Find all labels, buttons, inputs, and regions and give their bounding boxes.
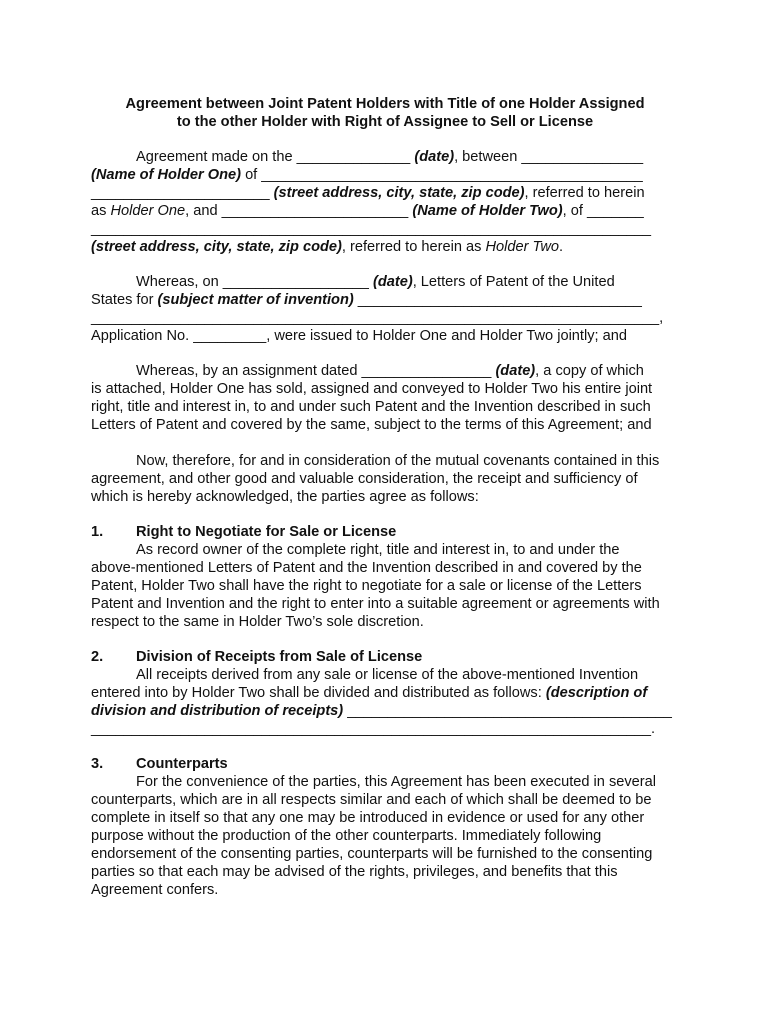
whereas-text: , a copy of which: [535, 363, 644, 379]
section-2-line-1: All receipts derived from any sale or license of the above-mentioned Invention: [136, 667, 639, 683]
intro-text: , between _______________: [454, 149, 644, 165]
whereas2-line-2: is attached, Holder One has sold, assigned and conveyed to Holder Two his entire joint: [91, 381, 653, 397]
intro-line-5: _____________________________________________________________________: [91, 221, 652, 237]
date-placeholder: (date): [495, 363, 536, 379]
section-2-line-4: _____________________________________________________________________.: [91, 721, 656, 737]
intro-line-2: [91, 166, 643, 184]
whereas2-line-3: right, title and interest in, to and under such Patent and the Invention described in such: [91, 399, 651, 415]
section-1-number: 1.: [91, 524, 104, 540]
whereas-text: States for: [91, 292, 158, 308]
section-3-line-7: Agreement confers.: [91, 882, 219, 898]
intro-text: as: [91, 203, 111, 219]
therefore-line-1: Now, therefore, for and in consideration of the mutual covenants contained in this: [136, 453, 660, 469]
whereas1-line-2: [91, 291, 642, 309]
intro-text: .: [559, 239, 564, 255]
intro-line-4: [91, 202, 644, 220]
date-placeholder: (date): [414, 149, 455, 165]
holder-one-term: Holder One: [110, 203, 186, 219]
intro-text: , referred to herein as: [341, 239, 486, 255]
section-3-heading: Counterparts: [136, 756, 228, 772]
division-description-placeholder: (description of: [545, 685, 648, 701]
section-1-line-2: above-mentioned Letters of Patent and the Invention described in and covered by the: [91, 560, 642, 576]
intro-text: of _______________________________________________: [241, 167, 643, 183]
subject-matter-placeholder: (subject matter of invention): [157, 292, 354, 308]
address-placeholder: (street address, city, state, zip code): [273, 185, 525, 201]
intro-text: , and _______________________: [185, 203, 413, 219]
therefore-line-2: agreement, and other good and valuable consideration, the receipt and sufficiency of: [91, 471, 638, 487]
section-3-line-6: parties so that each may be advised of the rights, privileges, and benefits that this: [91, 864, 618, 880]
intro-text: , of _______: [562, 203, 644, 219]
whereas1-line-1: [136, 273, 615, 291]
section-1-heading: Right to Negotiate for Sale or License: [136, 524, 397, 540]
section-3-line-4: purpose without the production of the other counterparts. Immediately following: [91, 828, 602, 844]
section-1-line-1: As record owner of the complete right, title and interest in, to and under the: [136, 542, 620, 558]
section-3-line-5: endorsement of the consenting parties, counterparts will be furnished to the consenting: [91, 846, 653, 862]
section-1-line-4: Patent and Invention and the right to enter into a suitable agreement or agreements with: [91, 596, 660, 612]
whereas-text: ___________________________________: [353, 292, 642, 308]
whereas-text: Whereas, on __________________: [136, 274, 373, 290]
whereas-text: Whereas, by an assignment dated ________________: [136, 363, 496, 379]
section-1-line-3: Patent, Holder Two shall have the right to negotiate for a sale or license of the Letters: [91, 578, 642, 594]
whereas1-line-3: ______________________________________________________________________,: [91, 310, 664, 326]
section-2-text: ________________________________________: [343, 703, 672, 719]
holder-two-term: Holder Two: [485, 239, 560, 255]
holder-one-name-placeholder: (Name of Holder One): [91, 167, 242, 183]
section-2-line-3: [91, 702, 672, 720]
whereas1-line-4: Application No. _________, were issued to Holder One and Holder Two jointly; and: [91, 328, 627, 344]
intro-line-3: [91, 184, 645, 202]
division-description-placeholder: division and distribution of receipts): [91, 703, 344, 719]
intro-text: , referred to herein: [524, 185, 645, 201]
address-placeholder: (street address, city, state, zip code): [91, 239, 342, 255]
whereas2-line-4: Letters of Patent and covered by the same, subject to the terms of this Agreement; and: [91, 417, 652, 433]
holder-two-name-placeholder: (Name of Holder Two): [412, 203, 563, 219]
whereas-text: , Letters of Patent of the United: [412, 274, 615, 290]
section-3-number: 3.: [91, 756, 104, 772]
section-2-line-2: [91, 684, 647, 702]
section-2-heading: Division of Receipts from Sale of License: [136, 649, 423, 665]
whereas2-line-1: [136, 362, 644, 380]
date-placeholder: (date): [372, 274, 413, 290]
section-3-line-3: complete in itself so that any one may be introduced in evidence or used for any other: [91, 810, 645, 826]
intro-line-1: [136, 148, 643, 166]
section-1-line-5: respect to the same in Holder Two’s sole discretion.: [91, 614, 424, 630]
intro-text: ______________________: [91, 185, 274, 201]
section-3-line-2: counterparts, which are in all respects similar and each of which shall be deemed to be: [91, 792, 652, 808]
section-2-text: entered into by Holder Two shall be divided and distributed as follows:: [91, 685, 546, 701]
therefore-line-3: which is hereby acknowledged, the parties agree as follows:: [91, 489, 479, 505]
intro-text: Agreement made on the ______________: [136, 149, 415, 165]
intro-line-6: [91, 238, 563, 256]
document-title-line-2: to the other Holder with Right of Assignee to Sell or License: [176, 114, 594, 130]
section-3-line-1: For the convenience of the parties, this Agreement has been executed in several: [136, 774, 657, 790]
section-2-number: 2.: [91, 649, 104, 665]
document-title-line-1: Agreement between Joint Patent Holders with Title of one Holder Assigned: [125, 96, 645, 112]
